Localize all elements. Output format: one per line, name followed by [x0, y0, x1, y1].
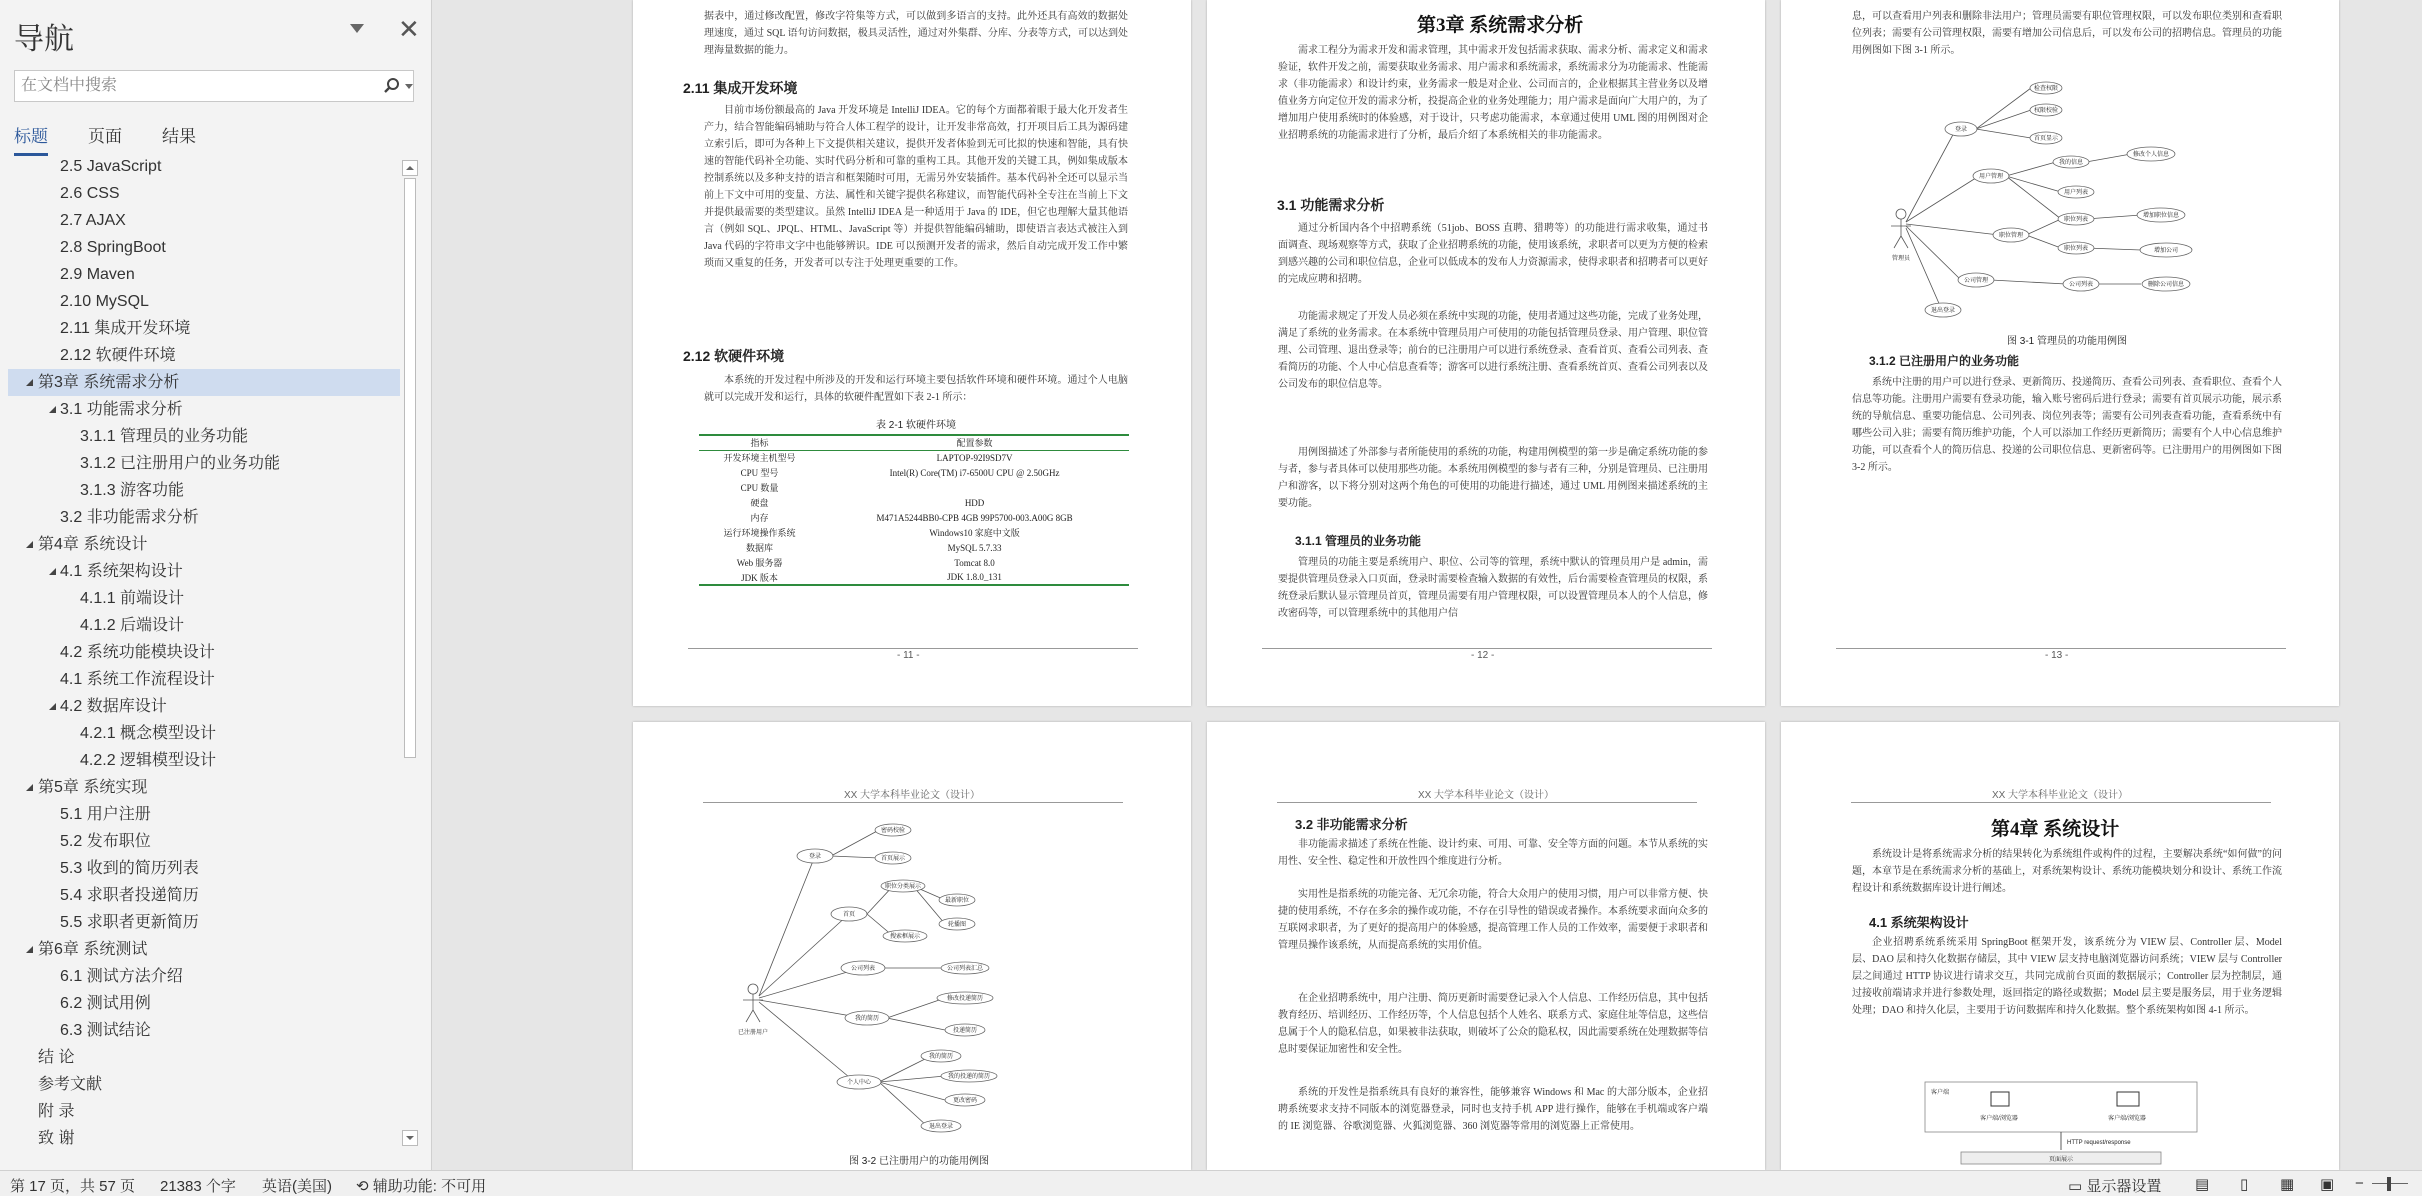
page-15 [1207, 722, 1765, 1170]
header-line [1277, 802, 1697, 803]
page-header: XX 大学本科毕业论文（设计） [1417, 790, 1555, 801]
nav-tree-label: 第3章 系统需求分析 [38, 374, 180, 391]
arch-label: 客户端 [1931, 1090, 1950, 1096]
page-13 [1781, 0, 2339, 706]
nav-tree-label: 参考文献 [38, 1076, 103, 1093]
nav-search-box[interactable] [14, 70, 414, 102]
use-case-node: 公司列表 [2068, 282, 2094, 288]
nav-tree-label: 结 论 [38, 1049, 75, 1066]
use-case-node: 公司管理 [1963, 278, 1989, 284]
heading-2-11: 2.11 集成开发环境 [683, 80, 798, 96]
registered-user-use-case-diagram [733, 814, 1093, 1144]
nav-tree-item[interactable] [8, 1125, 400, 1152]
header-line [1851, 802, 2271, 803]
paragraph: 实用性是指系统的功能完备、无冗余功能，符合大众用户的使用习惯，用户可以非常方便、快捷的使用系统，不存在多余的操作或功能，不存在引导性的错误或者操作。本系统要求面向众多的互联网求职者，为了更好的提高用户的体验感，提高管理工作人员的工作效率，需要便于求职者和管理员操作该系统，从而提高系统的实用价值。 [1278, 889, 1708, 951]
use-case-node: 首页展示 [880, 856, 906, 862]
admin-use-case-diagram [1881, 74, 2241, 324]
expand-caret-icon[interactable] [25, 783, 35, 793]
nav-tree-label: 致 谢 [38, 1130, 75, 1147]
figure-caption: 图 3-1 管理员的功能用例图 [2006, 336, 2127, 347]
nav-tree-item[interactable] [8, 585, 400, 612]
footer-line [1836, 648, 2286, 649]
nav-tree-label: 4.2 数据库设计 [60, 698, 167, 715]
nav-tree-label: 5.4 求职者投递简历 [60, 887, 199, 904]
arch-label: 客户端/浏览器 [2108, 1116, 2146, 1122]
nav-tree-label: 4.2.1 概念模型设计 [80, 725, 217, 742]
nav-tree-item[interactable] [8, 720, 400, 747]
nav-tree-item[interactable] [8, 153, 400, 180]
paragraph: 管理员的功能主要是系统用户、职位、公司等的管理，系统中默认的管理员用户是 admin，需要提供管理员登录入口页面，登录时需要检查输入数据的有效性，后台需要检查管理员的权限，系统登录后默认显示管理员首页，管理员需要有用户管理权限，可以设置管理员本人的个人信息，修改密码等，可以管理系统中的其他用户信 [1278, 557, 1708, 619]
nav-tree-label: 4.2 系统功能模块设计 [60, 644, 215, 661]
use-case-node: 退出登录 [928, 1124, 954, 1130]
table-cell: 硬盘 [750, 498, 769, 508]
use-case-node: 检查权限 [2033, 86, 2059, 92]
page-header: XX 大学本科毕业论文（设计） [843, 790, 981, 801]
page-12 [1207, 0, 1765, 706]
table-row [699, 465, 1129, 480]
focus-mode-icon[interactable]: ▤ [2195, 1176, 2210, 1193]
nav-tree-item[interactable] [8, 369, 400, 396]
table-cell: CPU 型号 [740, 468, 779, 478]
nav-tree-item[interactable] [8, 882, 400, 909]
nav-tree-label: 3.1.3 游客功能 [80, 482, 185, 499]
use-case-node: 登录 [808, 854, 822, 860]
scroll-thumb[interactable] [404, 178, 416, 758]
nav-tree-label: 6.2 测试用例 [60, 995, 151, 1012]
search-options-dropdown[interactable] [405, 84, 413, 89]
use-case-node: 个人中心 [846, 1080, 872, 1086]
page-16 [1781, 722, 2339, 1170]
table-cell: 数据库 [746, 543, 774, 553]
table-cell: CPU 数量 [740, 483, 779, 493]
nav-tree-label: 2.5 JavaScript [60, 158, 162, 175]
paragraph: 据表中，通过修改配置，修改字符集等方式，可以做到多语言的支持。此外还具有高效的数据处理速度，通过 SQL 语句访问数据，极具灵活性，通过对外集群、分库、分表等方式，可以达到处理海量数据的能力。 [704, 11, 1128, 56]
print-layout-icon[interactable]: ▦ [2280, 1176, 2295, 1193]
use-case-node: 登录 [1954, 127, 1968, 133]
nav-tree-item[interactable] [8, 990, 400, 1017]
nav-tree-label: 2.7 AJAX [60, 212, 126, 229]
nav-tree-item[interactable] [8, 693, 400, 720]
table-cell: JDK 1.8.0_131 [820, 570, 1129, 585]
search-icon[interactable] [383, 77, 401, 95]
use-case-node: 权限校验 [2033, 108, 2059, 114]
nav-tree-label: 第5章 系统实现 [38, 779, 148, 796]
heading-4-1: 4.1 系统架构设计 [1869, 915, 1969, 930]
table-cell: MySQL 5.7.33 [947, 542, 1002, 553]
table-row [699, 540, 1129, 555]
accessibility-label: 辅助功能: 不可用 [372, 1178, 487, 1195]
monitor-icon: ▭ [2068, 1178, 2083, 1195]
table-row [699, 495, 1129, 510]
nav-tree-label: 6.3 测试结论 [60, 1022, 151, 1039]
page-number: - 11 - [897, 650, 920, 661]
paragraph: 息，可以查看用户列表和删除非法用户；管理员需要有职位管理权限，可以发布职位类别和查看职位列表；需要有公司管理权限，需要有增加公司信息后，可以发布公司的招聘信息。管理员的功能用例图如下图 3-1 所示。 [1852, 11, 2282, 56]
nav-tree-label: 2.10 MySQL [60, 293, 149, 310]
nav-tree-item[interactable] [8, 558, 400, 585]
heading-3-1: 3.1 功能需求分析 [1277, 197, 1385, 213]
use-case-node: 搜索框展示 [889, 934, 921, 940]
arch-label: 页面展示 [2048, 1157, 2074, 1163]
nav-tree-item[interactable] [8, 1044, 400, 1071]
nav-tree-label: 6.1 测试方法介绍 [60, 968, 183, 985]
heading-3-1-1: 3.1.1 管理员的业务功能 [1295, 534, 1422, 548]
table-cell: HDD [964, 497, 985, 508]
close-icon[interactable]: ✕ [398, 14, 420, 44]
use-case-node: 公司列表 [850, 966, 876, 972]
paragraph: 本系统的开发过程中所涉及的开发和运行环境主要包括软件环境和硬件环境。通过个人电脑就可以完成开发和运行，具体的软硬件配置如下表 2-1 所示： [704, 375, 1128, 403]
table-cell: M471A5244BB0-CPB 4GB 99P5700-003.A00G 8GB [876, 512, 1073, 523]
nav-tree-item[interactable] [8, 531, 400, 558]
nav-tree-label: 3.1 功能需求分析 [60, 401, 183, 418]
page-count-status[interactable]: 第 17 页，共 57 页 [10, 1178, 136, 1195]
table-cell: Web 服务器 [736, 558, 783, 568]
nav-tree-item[interactable] [8, 423, 400, 450]
zoom-slider-thumb[interactable] [2387, 1177, 2391, 1191]
nav-tree-item[interactable] [8, 396, 400, 423]
expand-caret-icon[interactable] [48, 702, 58, 712]
nav-tree-item[interactable] [8, 1071, 400, 1098]
use-case-node: 用户管理 [1978, 174, 2004, 180]
expand-caret-icon[interactable] [48, 405, 58, 415]
nav-tree-item[interactable] [8, 612, 400, 639]
nav-tree-label: 2.11 集成开发环境 [60, 320, 191, 337]
use-case-node: 增加公司 [2153, 248, 2179, 254]
arch-label: 客户端/浏览器 [1980, 1116, 2018, 1122]
scroll-up-button[interactable] [402, 160, 418, 176]
nav-tree-label: 3.1.1 管理员的业务功能 [80, 428, 249, 445]
nav-tree-label: 2.8 SpringBoot [60, 239, 166, 256]
nav-tree-item[interactable] [8, 909, 400, 936]
header-line [703, 802, 1123, 803]
nav-tree-item[interactable] [8, 288, 400, 315]
paragraph: 系统设计是将系统需求分析的结果转化为系统组件或构件的过程，主要解决系统“如何做”的问题，本章节是在系统需求分析的基础上，对系统架构设计、系统功能模块划分和设计、系统工作流程设计和系统数据库设计进行阐述。 [1852, 849, 2282, 894]
paragraph: 通过分析国内各个中招聘系统（51job、BOSS 直聘、猎聘等）的功能进行需求收集，通过书面调查、现场观察等方式，获取了企业招聘系统的功能，使用该系统，求职者可以更为方便的检索到感兴趣的公司和职位信息，企业可以低成本的发布人力资源需求，使得求职者和招聘者可以更好的完成应聘和招聘。 [1278, 223, 1708, 285]
nav-tree-label: 5.1 用户注册 [60, 806, 151, 823]
table-row [699, 510, 1129, 525]
nav-tree-label: 2.12 软硬件环境 [60, 347, 176, 364]
table-caption: 表 2-1 软硬件环境 [875, 420, 956, 431]
use-case-node: 我的信息 [2058, 160, 2084, 166]
table-cell: Tomcat 8.0 [954, 557, 995, 568]
use-case-node: 我的简历 [928, 1054, 954, 1060]
read-mode-icon[interactable]: ▯ [2240, 1176, 2249, 1193]
use-case-node: 职位列表 [2063, 246, 2089, 252]
paragraph: 非功能需求描述了系统在性能、设计约束、可用、可靠、安全等方面的问题。本节从系统的实用性、安全性、稳定性和开放性四个维度进行分析。 [1278, 839, 1708, 867]
nav-tree-item[interactable] [8, 828, 400, 855]
use-case-actor: 已注册用户 [737, 1030, 769, 1036]
nav-tree-item[interactable] [8, 315, 400, 342]
navigation-pane [0, 0, 432, 1170]
display-settings-label: 显示器设置 [2086, 1178, 2162, 1195]
use-case-node: 修改投递简历 [946, 996, 984, 1002]
nav-tree-label: 第6章 系统测试 [38, 941, 148, 958]
nav-tree-label: 4.2.2 逻辑模型设计 [80, 752, 217, 769]
paragraph: 企业招聘系统系统采用 SpringBoot 框架开发，该系统分为 VIEW 层、Controller 层、Model 层、DAO 层和持久化数据存储层，其中 VIEW 层支持电脑浏览器访问系统；VIEW 层与 Controller 层之间通过 HTTP 协议进行请求交互，共同完成前台页面的数据展示；Controller 层为控制层，通过接收前端请求并进行参数处理，返回指定的路径或数据；Model 层主要是服务层，用于业务逻辑处理；DAO 和持久化层，主要用于访问数据库和持久化数据。整个系统架构如图 4-1 所示。 [1852, 937, 2282, 1016]
architecture-diagram [1921, 1078, 2201, 1170]
paragraph: 目前市场份额最高的 Java 开发环境是 IntelliJ IDEA。它的每个方面都着眼于最大化开发者生产力，结合智能编码辅助与符合人体工程学的设计，让开发非常高效，打开项目后工具为源码建立索引后，即可为各种上下文提供相关建议，提供开发者体验到无可比拟的快速和智能，具有快速的智能代码补全功能、实时代码分析和可靠的重构工具。其他开发的关键工具，例如集成版本控制系统以及多种支持的语言和框架随时可用，无需另外安装插件。基本代码补全还可以显示当前上下文中可用的变量、方法、属性和关键字提供名称建议，而智能代码补全专注在当前上下文并提供最需要的类型建议。虽然 IntelliJ IDEA 是一种适用于 Java 的 IDE，但它也理解大量其他语言（例如 SQL、JPQL、HTML、JavaScript 等）并提供智能编码辅助，即使语言表达式被注入到 Java 代码的字符串文字中也能够辨识。IDE 可以预测开发者的需求，然后自动完成开发工作中繁琐而又重复的任务，开发者可以专注于处理更重要的工作。 [704, 105, 1128, 269]
table-cell: 内存 [750, 513, 769, 523]
heading-3-1-2: 3.1.2 已注册用户的业务功能 [1869, 354, 2020, 368]
scroll-down-button[interactable] [402, 1130, 418, 1146]
nav-tree-item[interactable] [8, 936, 400, 963]
nav-tree-item[interactable] [8, 261, 400, 288]
nav-tree-item[interactable] [8, 801, 400, 828]
nav-tabs [14, 122, 236, 156]
table-cell [820, 480, 1129, 495]
page-header: XX 大学本科毕业论文（设计） [1991, 790, 2129, 801]
expand-caret-icon[interactable] [25, 378, 35, 388]
use-case-node: 删除公司信息 [2147, 282, 2185, 288]
nav-tree-label: 4.1.1 前端设计 [80, 590, 185, 607]
use-case-node: 我的简历 [854, 1016, 880, 1022]
nav-options-dropdown[interactable] [350, 24, 364, 33]
paragraph: 系统中注册的用户可以进行登录、更新简历、投递简历、查看公司列表、查看职位、查看个人信息等功能。注册用户需要有登录功能，输入账号密码后进行登录；需要有首页展示功能，展示系统的导航信息、重要功能信息、公司列表、岗位列表等；需要有公司列表查看功能，查看系统中有哪些公司入驻；需要有简历维护功能，个人可以添加工作经历更新简历；需要有个人中心信息维护功能，可以查看个人的简历信息、投递的公司职位信息、更新密码等。已注册用户的用例图如下图 3-2 所示。 [1852, 377, 2282, 473]
expand-caret-icon[interactable] [25, 945, 35, 955]
accessibility-status[interactable] [356, 1175, 486, 1196]
paragraph: 需求工程分为需求开发和需求管理，其中需求开发包括需求获取、需求分析、需求定义和需求验证，软件开发之前，需要获取业务需求、用户需求和系统需求，系统需求分为功能需求、性能需求（非功能需求）和设计约束，业务需求一般是对企业、公司而言的，企业根据其主营业务以及增值业务方向定位开发的需求分析，投提高企业的业务处理能力；用户需求是面向广大用户的，为了增加用户使用系统时的体验感，对于设计，只考虑功能需求，本章通过使用 UML 图的用例图对企业招聘系统的功能需求进行了分析，最后介绍了本系统相关的非功能需求。 [1278, 45, 1708, 141]
nav-tree-label: 4.1.2 后端设计 [80, 617, 185, 634]
nav-tree-label: 2.9 Maven [60, 266, 135, 283]
nav-tree-label: 5.2 发布职位 [60, 833, 151, 850]
use-case-node: 更改密码 [952, 1098, 978, 1104]
use-case-actor: 管理员 [1891, 256, 1911, 262]
use-case-node: 公司列表汇总 [946, 966, 984, 972]
nav-pane-title: 导航 [14, 23, 74, 56]
nav-tab[interactable]: 结果 [162, 127, 196, 146]
use-case-node: 最新职位 [944, 898, 970, 904]
paragraph: 功能需求规定了开发人员必须在系统中实现的功能，使用者通过这些功能，完成了业务处理，满足了系统的业务需求。在本系统中管理员用户可使用的功能包括管理员登录、用户管理、职位管理、公司管理、退出登录等；前台的已注册用户可以进行系统登录、查看首页、查看公司列表、查看简历的功能、个人中心信息查看等；游客可以进行系统注册、查看系统首页、查看公司列表以及公司发布的职位信息等。 [1278, 311, 1708, 390]
footer-line [688, 648, 1138, 649]
use-case-node: 退出登录 [1930, 308, 1956, 314]
table-cell: JDK 版本 [699, 570, 820, 585]
nav-tree-label: 5.5 求职者更新简历 [60, 914, 199, 931]
table-row [699, 450, 1129, 465]
paragraph: 用例图描述了外部参与者所能使用的系统的功能，构建用例模型的第一步是确定系统功能的参与者，参与者具体可以使用那些功能。本系统用例模型的参与者有三种，分别是管理员、已注册用户和游客，以下将分别对这两个角色的可使用的功能进行描述，通过 UML 用例图来描述系统的主要功能。 [1278, 447, 1708, 509]
nav-tree-item[interactable] [8, 774, 400, 801]
use-case-node: 修改个人信息 [2132, 152, 2170, 158]
nav-tree-item[interactable] [8, 855, 400, 882]
status-bar [0, 1170, 2422, 1196]
use-case-node: 投递简历 [952, 1028, 978, 1034]
use-case-node: 用户列表 [2063, 190, 2089, 196]
table-header-cell: 配置参数 [820, 435, 1129, 450]
word-count-status[interactable]: 21383 个字 [160, 1178, 236, 1195]
nav-tree-item[interactable] [8, 504, 400, 531]
table-row [699, 570, 1129, 585]
table-cell: LAPTOP-92I9SD7V [936, 452, 1013, 463]
nav-tree-item[interactable] [8, 963, 400, 990]
nav-tree-label: 第4章 系统设计 [38, 536, 148, 553]
arch-label: HTTP request/response [2067, 1140, 2131, 1146]
heading-3-2: 3.2 非功能需求分析 [1295, 817, 1408, 832]
nav-scrollbar[interactable] [401, 160, 419, 1150]
figure-caption: 图 3-2 已注册用户的功能用例图 [848, 1156, 989, 1167]
use-case-node: 职位分类展示 [884, 884, 922, 890]
display-settings-button[interactable] [2068, 1175, 2161, 1196]
nav-tree-item[interactable] [8, 234, 400, 261]
page-number: - 12 - [1471, 650, 1495, 661]
nav-tree-item[interactable] [8, 342, 400, 369]
table-cell: 开发环境主机型号 [723, 453, 796, 464]
expand-caret-icon[interactable] [25, 540, 35, 550]
table-cell: Windows10 家庭中文版 [929, 528, 1020, 538]
headings-tree [0, 153, 410, 1153]
table-row [699, 555, 1129, 570]
software-hardware-table [699, 434, 1129, 586]
nav-tree-item[interactable] [8, 747, 400, 774]
table-header-cell: 指标 [699, 435, 820, 450]
zoom-out-button[interactable]: − [2355, 1175, 2364, 1192]
use-case-node: 职位管理 [1998, 233, 2024, 239]
use-case-node: 首页 [842, 912, 856, 918]
use-case-node: 轮播图 [947, 922, 967, 928]
nav-tree-label: 3.2 非功能需求分析 [60, 509, 199, 526]
use-case-node: 职位列表 [2063, 217, 2089, 223]
nav-tab[interactable]: 标题 [14, 122, 48, 156]
nav-tree-item[interactable] [8, 450, 400, 477]
nav-tree-label: 5.3 收到的简历列表 [60, 860, 199, 877]
footer-line [1262, 648, 1712, 649]
chapter-3-title: 第3章 系统需求分析 [1417, 15, 1584, 36]
use-case-node: 首页显示 [2033, 136, 2059, 142]
use-case-node: 密码校验 [880, 828, 906, 834]
nav-tree-item[interactable] [8, 666, 400, 693]
nav-tree-item[interactable] [8, 207, 400, 234]
nav-tree-label: 2.6 CSS [60, 185, 120, 202]
nav-tree-label: 附 录 [38, 1103, 75, 1120]
page-number: - 13 - [2045, 650, 2069, 661]
table-cell: 运行环境操作系统 [723, 528, 796, 538]
nav-tree-item[interactable] [8, 639, 400, 666]
nav-tree-label: 3.1.2 已注册用户的业务功能 [80, 455, 281, 472]
expand-caret-icon[interactable] [48, 567, 58, 577]
paragraph: 系统的开发性是指系统具有良好的兼容性，能够兼容 Windows 和 Mac 的大部分版本，企业招聘系统要求支持不同版本的浏览器登录，同时也支持手机 APP 进行操作，能够在手机端或客户端的 IE 浏览器、谷歌浏览器、火狐浏览器、360 浏览器等常用的浏览器上正常使用。 [1278, 1087, 1708, 1132]
nav-tree-item[interactable] [8, 477, 400, 504]
page-11 [633, 0, 1191, 706]
nav-tab[interactable]: 页面 [88, 127, 122, 146]
paragraph: 在企业招聘系统中，用户注册、简历更新时需要登记录入个人信息、工作经历信息，其中包括教育经历、培训经历、工作经历等，个人信息包括个人姓名、联系方式、家庭住址等信息，这些信息属于个人的隐私信息，如果被非法获取，则破坏了公众的隐私权，因此需要系统在处理数据等信息时要保证加密性和安全性。 [1278, 993, 1708, 1055]
chapter-4-title: 第4章 系统设计 [1991, 819, 2120, 840]
heading-2-12: 2.12 软硬件环境 [683, 348, 785, 364]
nav-tree-item[interactable] [8, 1017, 400, 1044]
page-14 [633, 722, 1191, 1170]
use-case-node: 我的投递的简历 [947, 1074, 991, 1080]
document-multipage-view[interactable] [434, 0, 2422, 1170]
use-case-node: 增加职位信息 [2142, 213, 2180, 219]
nav-tree-label: 4.1 系统工作流程设计 [60, 671, 215, 688]
table-cell: Intel(R) Core(TM) i7-6500U CPU @ 2.50GHz [889, 467, 1060, 478]
web-layout-icon[interactable]: ▣ [2320, 1176, 2335, 1193]
table-row [699, 480, 1129, 495]
language-status[interactable]: 英语(美国) [262, 1178, 332, 1195]
accessibility-icon: ⟲ [356, 1178, 369, 1195]
nav-tree-item[interactable] [8, 1098, 400, 1125]
table-row [699, 525, 1129, 540]
nav-tree-item[interactable] [8, 180, 400, 207]
nav-tree-label: 4.1 系统架构设计 [60, 563, 183, 580]
search-input[interactable] [21, 74, 371, 98]
